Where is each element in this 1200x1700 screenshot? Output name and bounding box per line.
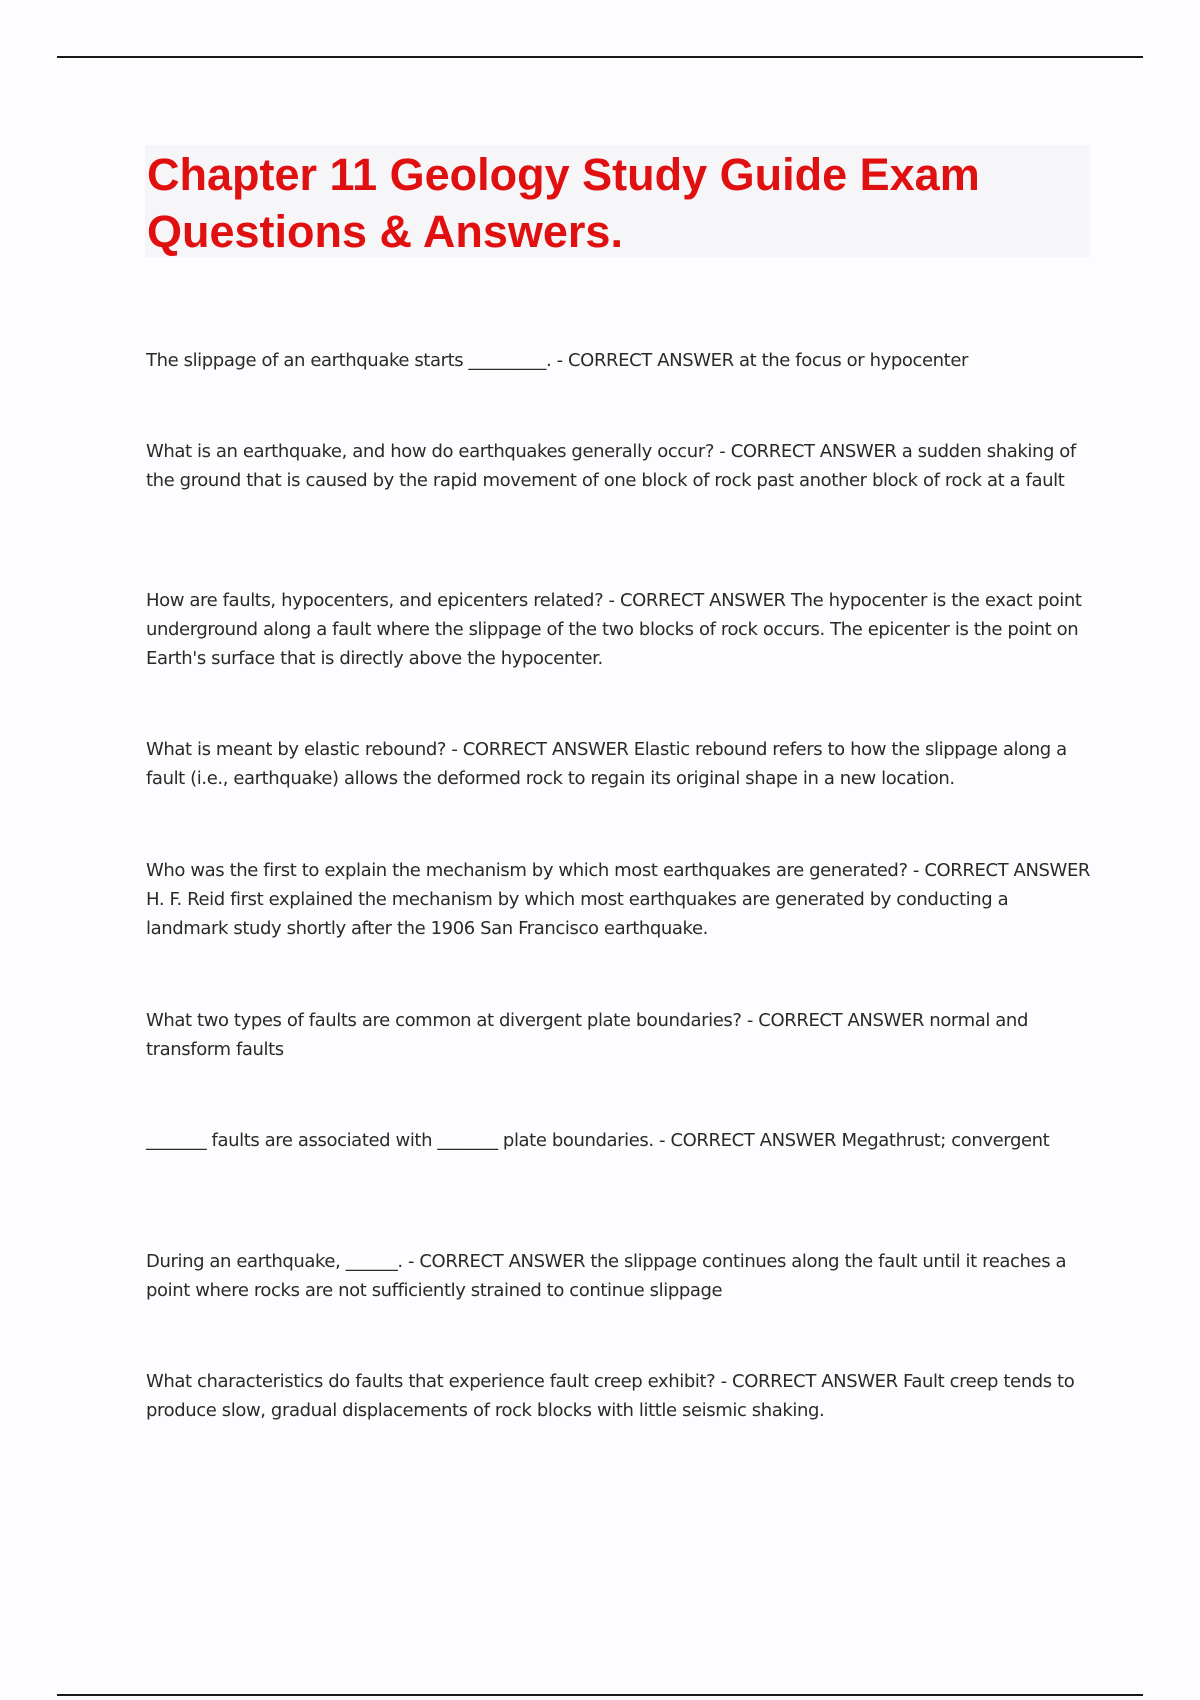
qa-item: How are faults, hypocenters, and epicenters related? - CORRECT ANSWER The hypocenter is the exact point underground along a fault where the slippage of the two blocks of rock occurs. The epicenter is the point on Earth's surface that is directly above the hypocenter.	[146, 590, 1082, 669]
qa-item: _______ faults are associated with _______ plate boundaries. - CORRECT ANSWER Megathrust; convergent	[146, 1130, 1050, 1151]
qa-item: The slippage of an earthquake starts _________. - CORRECT ANSWER at the focus or hypocenter	[146, 350, 968, 371]
qa-item: What two types of faults are common at divergent plate boundaries? - CORRECT ANSWER normal and transform faults	[146, 1010, 1028, 1060]
qa-item: What characteristics do faults that experience fault creep exhibit? - CORRECT ANSWER Fault creep tends to produce slow, gradual displacements of rock blocks with little seismic shaking.	[146, 1371, 1075, 1421]
footer-rule	[57, 1694, 1143, 1696]
document-title: Chapter 11 Geology Study Guide Exam Questions & Answers.	[147, 149, 980, 257]
qa-item: Who was the first to explain the mechanism by which most earthquakes are generated? - CORRECT ANSWER H. F. Reid first explained the mechanism by which most earthquakes are generated by conducting a landmark study shortly after the 1906 San Francisco earthquake.	[146, 860, 1091, 939]
qa-item: What is meant by elastic rebound? - CORRECT ANSWER Elastic rebound refers to how the slippage along a fault (i.e., earthquake) allows the deformed rock to regain its original shape in a new location.	[146, 739, 1067, 789]
qa-item: What is an earthquake, and how do earthquakes generally occur? - CORRECT ANSWER a sudden shaking of the ground that is caused by the rapid movement of one block of rock past another block of rock at a fault	[146, 441, 1076, 491]
qa-item: During an earthquake, ______. - CORRECT ANSWER the slippage continues along the fault until it reaches a point where rocks are not sufficiently strained to continue slippage	[146, 1251, 1067, 1301]
header-rule	[57, 56, 1143, 58]
